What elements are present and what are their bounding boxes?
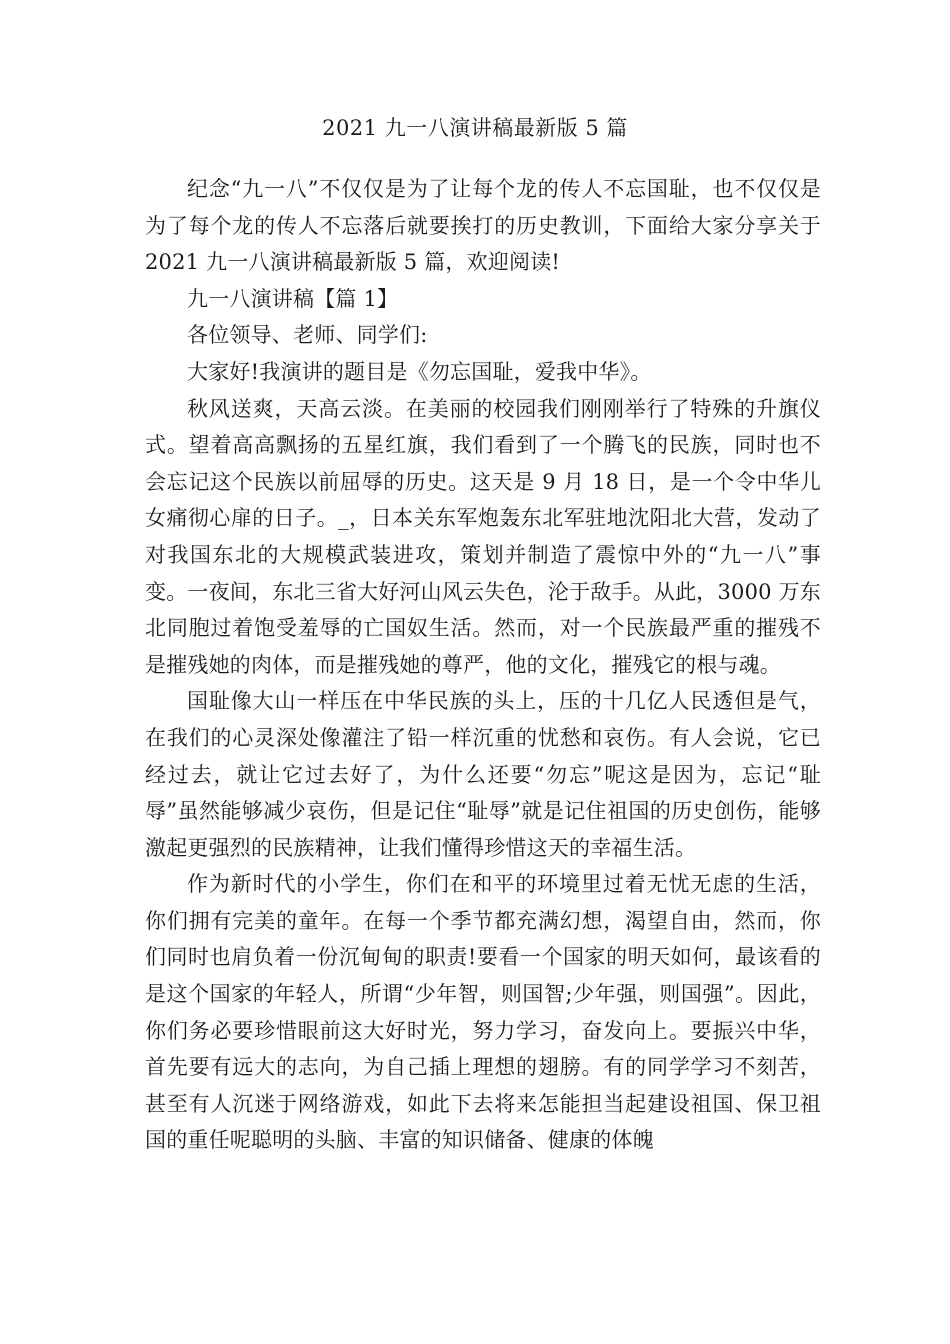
intro-paragraph: 纪念“九一八”不仅仅是为了让每个龙的传人不忘国耻，也不仅仅是为了每个龙的传人不忘落后就要挨打的历史教训，下面给大家分享关于 2021 九一八演讲稿最新版 5 篇，欢迎阅读! bbox=[145, 177, 821, 275]
body-paragraph: 秋风送爽，天高云淡。在美丽的校园我们刚刚举行了特殊的升旗仪式。望着高高飘扬的五星红旗，我们看到了一个腾飞的民族，同时也不会忘记这个民族以前屈辱的历史。这天是 9 月 18 日，是一个令中华儿女痛彻心扉的日子。_，日本关东军炮轰东北军驻地沈阳北大营，发动了对我国东北的大规模武装进攻，策划并制造了震惊中外的“九一八”事变。一夜间，东北三省大好河山风云失色，沦于敌手。从此，3000 万东北同胞过着饱受羞辱的亡国奴生活。然而，对一个民族最严重的摧残不是摧残她的肉体，而是摧残她的尊严，他的文化，摧残它的根与魂。 bbox=[145, 396, 821, 677]
body-paragraph: 国耻像大山一样压在中华民族的头上，压的十几亿人民透但是气，在我们的心灵深处像灌注了铅一样沉重的忧愁和哀伤。有人会说，它已经过去，就让它过去好了，为什么还要“勿忘”呢这是因为，忘记“耻辱”虽然能够减少哀伤，但是记住“耻辱”就是记住祖国的历史创伤，能够激起更强烈的民族精神，让我们懂得珍惜这天的幸福生活。 bbox=[145, 689, 821, 860]
document-body bbox=[145, 171, 821, 1159]
greeting-paragraph: 大家好!我演讲的题目是《勿忘国耻，爱我中华》。 bbox=[187, 359, 652, 384]
document-title: 2021 九一八演讲稿最新版 5 篇 bbox=[322, 116, 628, 140]
salutation: 各位领导、老师、同学们: bbox=[187, 323, 428, 348]
section-heading: 九一八演讲稿【篇 1】 bbox=[187, 286, 399, 311]
body-paragraph: 作为新时代的小学生，你们在和平的环境里过着无忧无虑的生活，你们拥有完美的童年。在每一个季节都充满幻想，渴望自由，然而，你们同时也肩负着一份沉甸甸的职责!要看一个国家的明天如何，最该看的是这个国家的年轻人，所谓“少年智，则国智;少年强，则国强”。因此，你们务必要珍惜眼前这大好时光，努力学习，奋发向上。要振兴中华，首先要有远大的志向，为自己插上理想的翅膀。有的同学学习不刻苦，甚至有人沉迷于网络游戏，如此下去将来怎能担当起建设祖国、保卫祖国的重任呢聪明的头脑、丰富的知识储备、健康的体魄 bbox=[145, 872, 821, 1153]
